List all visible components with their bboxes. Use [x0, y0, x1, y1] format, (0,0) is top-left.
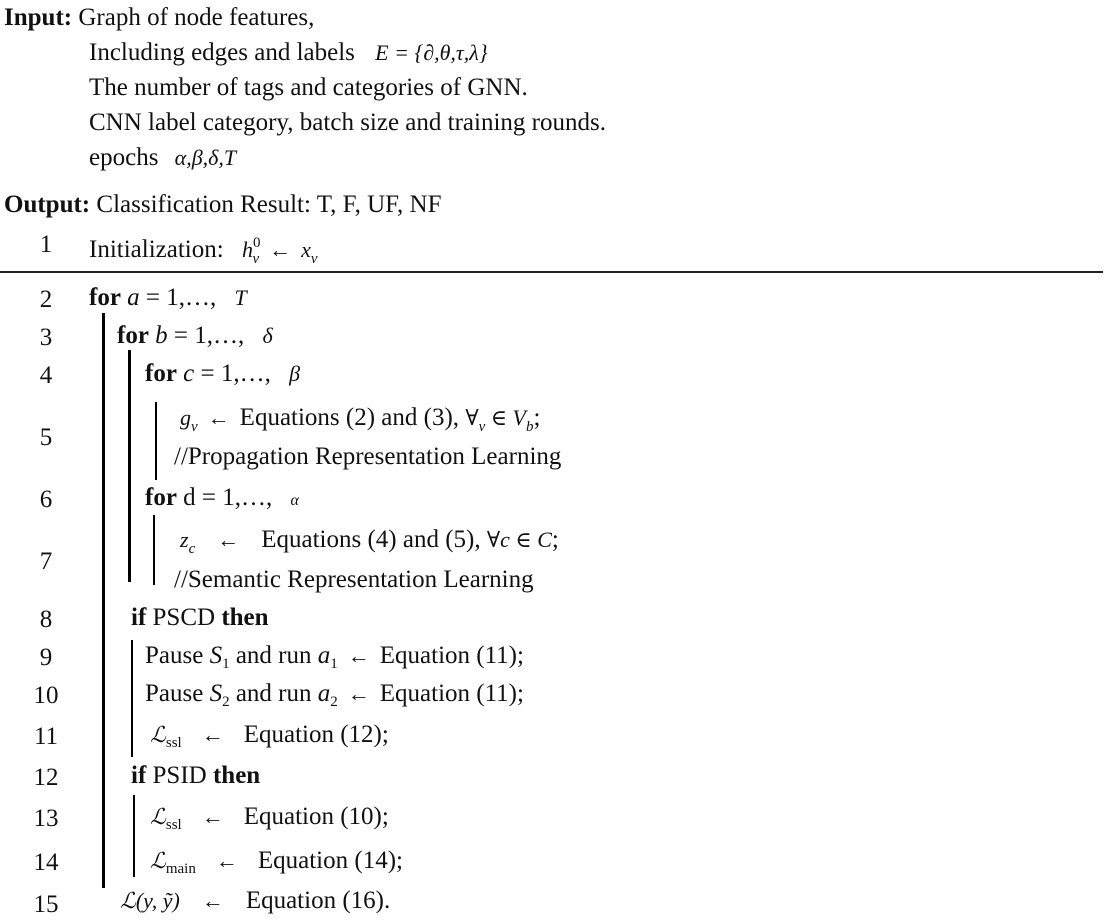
line-number: 8: [39, 606, 53, 633]
assign-arrow-icon: ←: [207, 405, 230, 430]
semicolon: ;: [533, 404, 541, 431]
block-bar-for-c: [155, 402, 157, 480]
keyword: then: [221, 604, 269, 631]
algo-line-8: [131, 603, 269, 633]
loss-ssl: ℒ$_{ssl}$: [150, 804, 182, 833]
keyword: for: [89, 284, 121, 311]
comment-propagation: //Propagation Representation Learning: [174, 443, 562, 470]
line-number: 5: [39, 424, 53, 451]
loop-bound: α: [290, 492, 299, 509]
algo-line-3: [117, 321, 273, 351]
equation-ref: Equation (14);: [257, 847, 403, 874]
s-var: $S_2$: [209, 680, 230, 710]
equation-ref: Equation (11);: [379, 680, 524, 707]
keyword: for: [145, 360, 177, 387]
text: Pause: [145, 642, 210, 669]
block-bar-for-b: [128, 350, 131, 582]
block-bar-pscd: [131, 640, 133, 757]
algo-line-4: [145, 359, 300, 389]
line-number: 2: [39, 286, 53, 313]
range: = 1,…,: [167, 322, 251, 349]
equation-ref: Equations (4) and (5),: [261, 526, 481, 553]
equation-ref: Equation (16).: [245, 887, 391, 914]
line-number: 13: [33, 805, 59, 832]
text: Pause: [145, 680, 210, 707]
z-var: $z_c$: [180, 527, 196, 557]
input-line-5: [89, 143, 236, 173]
algo-line-10: [145, 679, 524, 717]
output-text: Classification Result: T, F, UF, NF: [96, 191, 442, 218]
assign-arrow-icon: ←: [215, 848, 238, 873]
line-number: 1: [39, 231, 53, 258]
divider: [0, 271, 1103, 273]
loss-total: ℒ(y, ỹ): [120, 888, 180, 913]
input-text-4: CNN label category, batch size and training rounds.: [89, 109, 606, 136]
condition: ∀c ∈ C: [486, 527, 552, 552]
output-line: [4, 190, 441, 220]
equation-ref: Equation (10);: [243, 803, 389, 830]
algo-line-15: [120, 886, 390, 916]
loop-var: c: [183, 360, 195, 387]
s-var: $S_1$: [209, 642, 230, 672]
condition: $\forall_v$ ∈ $V_b$: [465, 405, 534, 435]
text: and run: [229, 680, 318, 707]
line-number: 3: [39, 324, 53, 351]
block-bar-psid: [133, 795, 135, 877]
algo-line-9: [145, 641, 524, 679]
equation-ref: Equation (11);: [379, 642, 524, 669]
input-text-2: Including edges and labels: [89, 39, 355, 66]
semicolon: ;: [551, 526, 559, 553]
epochs-math: α,β,δ,T: [174, 145, 237, 170]
algo-line-11: [150, 720, 389, 758]
assign-arrow-icon: ←: [347, 643, 370, 668]
keyword: for: [117, 322, 149, 349]
assign-arrow-icon: ←: [217, 527, 240, 552]
algo-line-12: [131, 761, 260, 791]
keyword: if: [131, 762, 147, 789]
input-label: Input:: [4, 4, 73, 31]
h-var: $h^0_v$: [241, 235, 261, 267]
equation-ref: Equation (12);: [243, 721, 389, 748]
line-number: 7: [39, 548, 53, 575]
input-line-1: [4, 3, 314, 33]
algo-line-13: [150, 802, 389, 840]
input-line-3: [89, 73, 528, 103]
init-text: Initialization:: [89, 236, 224, 263]
input-line-2: [89, 38, 488, 68]
block-bar-for-a: [102, 313, 105, 888]
line-number: 11: [33, 723, 59, 750]
input-text-3: The number of tags and categories of GNN.: [89, 74, 528, 101]
assign-arrow-icon: ←: [269, 237, 292, 262]
input-line-4: [89, 108, 606, 138]
input-text-5: epochs: [89, 144, 159, 171]
input-text-1: Graph of node features,: [78, 4, 315, 31]
loop-var: a: [127, 284, 140, 311]
algo-line-6: [145, 483, 299, 516]
range: = 1,…,: [139, 284, 223, 311]
range: = 1,…,: [195, 484, 279, 511]
text: and run: [229, 642, 318, 669]
condition: PSCD: [152, 604, 216, 631]
range: = 1,…,: [194, 360, 278, 387]
algo-line-1: [89, 228, 318, 274]
loop-var: d: [183, 484, 196, 511]
assign-arrow-icon: ←: [201, 722, 224, 747]
x-var: $x_v$: [301, 237, 318, 267]
block-bar-for-d: [153, 515, 155, 585]
keyword: if: [131, 604, 147, 631]
assign-arrow-icon: ←: [347, 681, 370, 706]
keyword: then: [212, 762, 261, 789]
algo-line-2: [89, 283, 247, 313]
edge-set-math: E = {∂,θ,τ,λ}: [375, 40, 488, 65]
output-label: Output:: [4, 191, 91, 218]
algo-line-7: [180, 525, 559, 564]
condition: PSID: [152, 762, 207, 789]
line-number: 9: [39, 644, 53, 671]
line-number: 14: [33, 849, 59, 876]
loss-ssl: ℒ$_{ssl}$: [150, 722, 182, 751]
algo-line-5: [180, 403, 540, 442]
loop-var: b: [155, 322, 168, 349]
assign-arrow-icon: ←: [201, 888, 224, 913]
assign-arrow-icon: ←: [201, 804, 224, 829]
algo-line-14: [150, 846, 403, 884]
loss-main: ℒ$_{main}$: [150, 848, 196, 877]
loop-bound: β: [289, 361, 301, 386]
line-number: 12: [33, 764, 59, 791]
loop-bound: δ: [262, 323, 273, 348]
line-number: 4: [39, 362, 53, 389]
line-number: 10: [33, 682, 59, 709]
keyword: for: [145, 484, 177, 511]
equation-ref: Equations (2) and (3),: [239, 404, 460, 431]
line-number: 6: [39, 486, 53, 513]
loop-bound: T: [234, 285, 247, 310]
comment-semantic: //Semantic Representation Learning: [174, 566, 534, 593]
g-var: $g_v$: [180, 405, 198, 435]
a-var: $a_2$: [317, 680, 338, 710]
a-var: $a_1$: [317, 642, 338, 672]
line-number: 15: [33, 891, 59, 918]
